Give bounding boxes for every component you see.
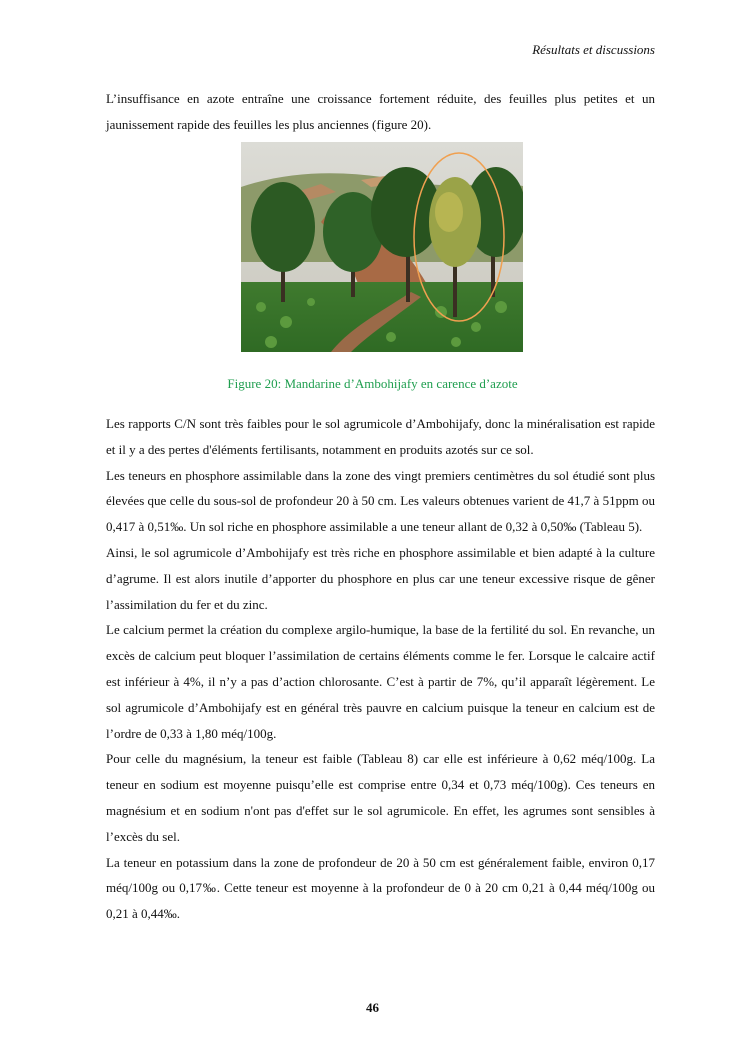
paragraph: Les teneurs en phosphore assimilable dans la zone des vingt premiers centimètres du sol étudié sont plus élevées que celle du sous-sol de profondeur 20 à 50 cm. Les valeurs obtenues varient de 41,7 à 51ppm ou 0,417 à 0,51‰. Un sol riche en phosphore assimilable a une teneur allant de 0,32 à 0,50‰ (Tableau 5).	[106, 467, 655, 535]
intro-paragraph: L’insuffisance en azote entraîne une croissance fortement réduite, des feuilles plus petites et un jaunissement rapide des feuilles les plus anciennes (figure 20).	[106, 91, 655, 132]
body-text	[106, 411, 655, 927]
paragraph: Les rapports C/N sont très faibles pour le sol agrumicole d’Ambohijafy, donc la minéralisation est rapide et il y a des pertes d'éléments fertilisants, notamment en produits azotés sur ce sol.	[106, 416, 655, 457]
paragraph: Pour celle du magnésium, la teneur est faible (Tableau 8) car elle est inférieure à 0,62 méq/100g. La teneur en sodium est moyenne puisqu’elle est comprise entre 0,34 et 0,73 méq/100g). Ces teneurs en magnésium et en sodium n'ont pas d'effet sur le sol agrumicole. En effet, les agrumes sont sensibles à l’excès du sel.	[106, 751, 655, 844]
page-number: 46	[366, 1000, 379, 1015]
figure-caption: Figure 20: Mandarine d’Ambohijafy en carence d’azote	[227, 376, 518, 391]
running-header: Résultats et discussions	[532, 42, 655, 57]
paragraph: Ainsi, le sol agrumicole d’Ambohijafy est très riche en phosphore assimilable et bien adapté à la culture d’agrume. Il est alors inutile d’apporter du phosphore en plus car une teneur excessive risque de gêner l’assimilation du fer et du zinc.	[106, 544, 655, 612]
paragraph: Le calcium permet la création du complexe argilo-humique, la base de la fertilité du sol. En revanche, un excès de calcium peut bloquer l’assimilation de certains éléments comme le fer. Lorsque le calcaire actif est inférieur à 4%, il n’y a pas d’action chlorosante. C’est à partir de 7%, qu’il apparaît légèrement. Le sol agrumicole d’Ambohijafy est en général très pauvre en calcium puisque la teneur en calcium est de l’ordre de 0,33 à 1,80 méq/100g.	[106, 622, 655, 741]
figure-photo	[241, 142, 523, 352]
paragraph: La teneur en potassium dans la zone de profondeur de 20 à 50 cm est généralement faible, environ 0,17 méq/100g ou 0,17‰. Cette teneur est moyenne à la profondeur de 0 à 20 cm 0,21 à 0,44 méq/100g ou 0,21 à 0,44‰.	[106, 854, 655, 922]
